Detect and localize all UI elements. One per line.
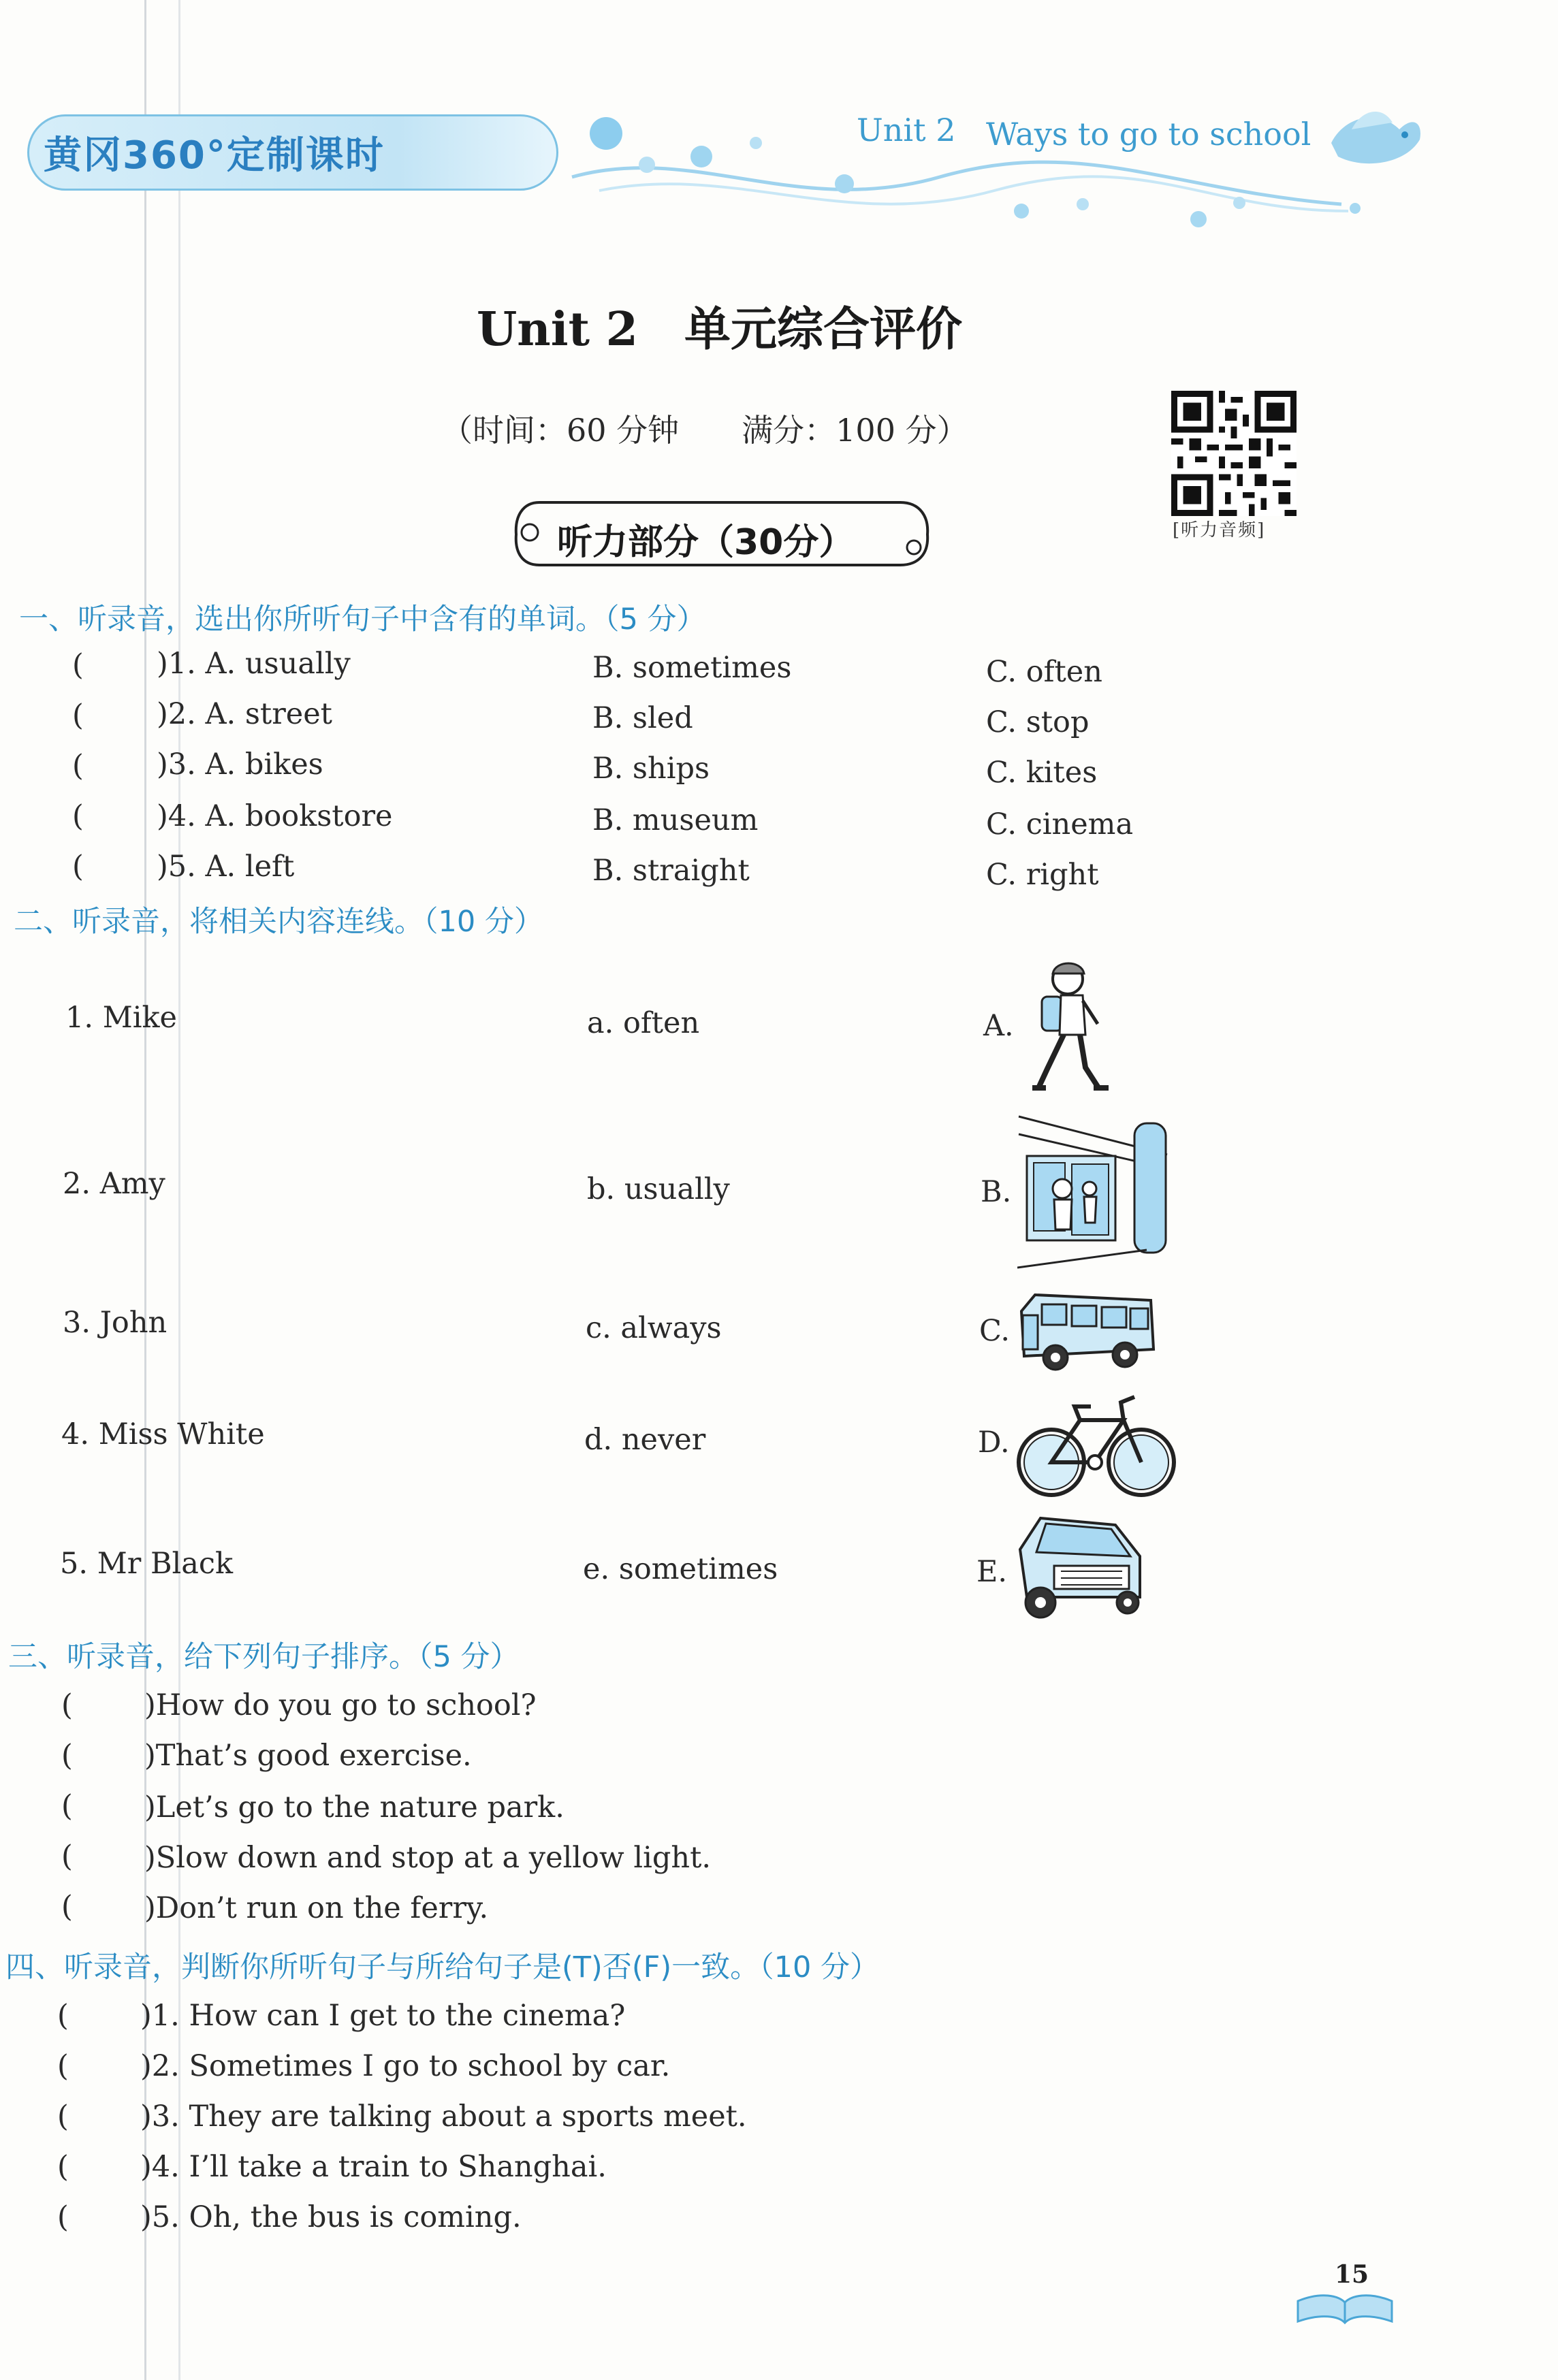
s1-row-5-a: )5. A. left: [157, 850, 295, 884]
s1-row-1-b: B. sometimes: [592, 651, 792, 685]
walking-boy-icon: [1015, 953, 1117, 1096]
s1-row-1-a: )1. A. usually: [157, 647, 351, 681]
s2-freq-d: d. never: [584, 1423, 706, 1457]
s2-letter-d: D.: [978, 1426, 1010, 1460]
answer-paren: (: [72, 749, 84, 783]
s1-row-2-c: C. stop: [986, 705, 1090, 739]
s2-name-2: 2. Amy: [63, 1167, 165, 1201]
s1-row-2-a: )2. A. street: [157, 697, 332, 731]
page-title: Unit 2 单元综合评价: [477, 302, 962, 357]
s4-row-2: )2. Sometimes I go to school by car.: [140, 2049, 671, 2083]
s1-row-4-b: B. museum: [592, 803, 759, 837]
s2-name-1: 1. Mike: [65, 1001, 177, 1035]
bird-icon: [1324, 102, 1427, 177]
s2-freq-e: e. sometimes: [583, 1552, 778, 1586]
s2-freq-c: c. always: [586, 1311, 722, 1345]
s4-row-1: )1. How can I get to the cinema?: [140, 1999, 626, 2033]
section-4-title: 四、听录音，判断你所听句子与所给句子是(T)否(F)一致。（10 分）: [5, 1950, 879, 1984]
section-1-title: 一、听录音，选出你所听句子中含有的单词。（5 分）: [19, 602, 706, 637]
header-unit-title: Ways to go to school: [986, 116, 1311, 152]
bicycle-icon: [1015, 1393, 1178, 1502]
answer-paren: (: [61, 1739, 73, 1773]
qr-code-icon: [1171, 391, 1297, 516]
car-icon: [1013, 1509, 1149, 1624]
s3-row-3: )Let’s go to the nature park.: [144, 1790, 565, 1824]
brand-title: 黄冈360°定制课时: [44, 133, 385, 178]
s1-row-3-c: C. kites: [986, 756, 1098, 790]
s3-row-5: )Don’t run on the ferry.: [144, 1891, 489, 1925]
answer-paren: (: [61, 1789, 73, 1823]
s3-row-2: )That’s good exercise.: [144, 1739, 472, 1773]
answer-paren: (: [57, 2200, 69, 2234]
header-unit-label: Unit 2: [857, 112, 956, 148]
answer-paren: (: [61, 1890, 73, 1924]
answer-paren: (: [61, 1688, 73, 1722]
s1-row-4-c: C. cinema: [986, 807, 1134, 841]
s1-row-1-c: C. often: [986, 655, 1102, 689]
answer-paren: (: [57, 1999, 69, 2033]
s1-row-2-b: B. sled: [592, 701, 693, 735]
s4-row-5: )5. Oh, the bus is coming.: [140, 2200, 522, 2234]
s2-name-5: 5. Mr Black: [60, 1547, 234, 1581]
s3-row-4: )Slow down and stop at a yellow light.: [144, 1841, 712, 1875]
section-2-title: 二、听录音，将相关内容连线。（10 分）: [14, 905, 543, 939]
answer-paren: (: [72, 698, 84, 733]
answer-paren: (: [72, 799, 84, 833]
answer-paren: (: [57, 2150, 69, 2184]
open-book-icon: [1294, 2287, 1396, 2326]
s2-letter-c: C.: [979, 1314, 1011, 1348]
s2-name-3: 3. John: [63, 1306, 168, 1340]
s1-row-4-a: )4. A. bookstore: [157, 799, 393, 833]
s3-row-1: )How do you go to school?: [144, 1688, 537, 1722]
s2-letter-a: A.: [983, 1009, 1014, 1043]
s1-row-3-b: B. ships: [592, 752, 710, 786]
page-number: 15: [1335, 2260, 1369, 2289]
qr-caption: [听力音频]: [1173, 520, 1266, 541]
s2-letter-e: E.: [976, 1555, 1008, 1589]
bus-icon: [1015, 1291, 1158, 1375]
s1-row-5-c: C. right: [986, 858, 1099, 892]
s1-row-3-a: )3. A. bikes: [157, 747, 323, 782]
page-subtitle: （时间：60 分钟 满分：100 分）: [441, 412, 968, 449]
s4-row-4: )4. I’ll take a train to Shanghai.: [140, 2150, 607, 2184]
answer-paren: (: [57, 2100, 69, 2134]
answer-paren: (: [57, 2049, 69, 2083]
answer-paren: (: [72, 648, 84, 682]
train-station-icon: [1017, 1107, 1181, 1277]
s2-freq-b: b. usually: [587, 1172, 730, 1206]
section-3-title: 三、听录音，给下列句子排序。（5 分）: [8, 1640, 520, 1674]
s2-letter-b: B.: [981, 1175, 1012, 1209]
s4-row-3: )3. They are talking about a sports meet.: [140, 2100, 747, 2134]
part-label: 听力部分（30分）: [557, 522, 855, 563]
s2-freq-a: a. often: [587, 1006, 700, 1040]
s2-name-4: 4. Miss White: [61, 1417, 265, 1451]
answer-paren: (: [72, 850, 84, 884]
answer-paren: (: [61, 1839, 73, 1874]
s1-row-5-b: B. straight: [592, 854, 750, 888]
